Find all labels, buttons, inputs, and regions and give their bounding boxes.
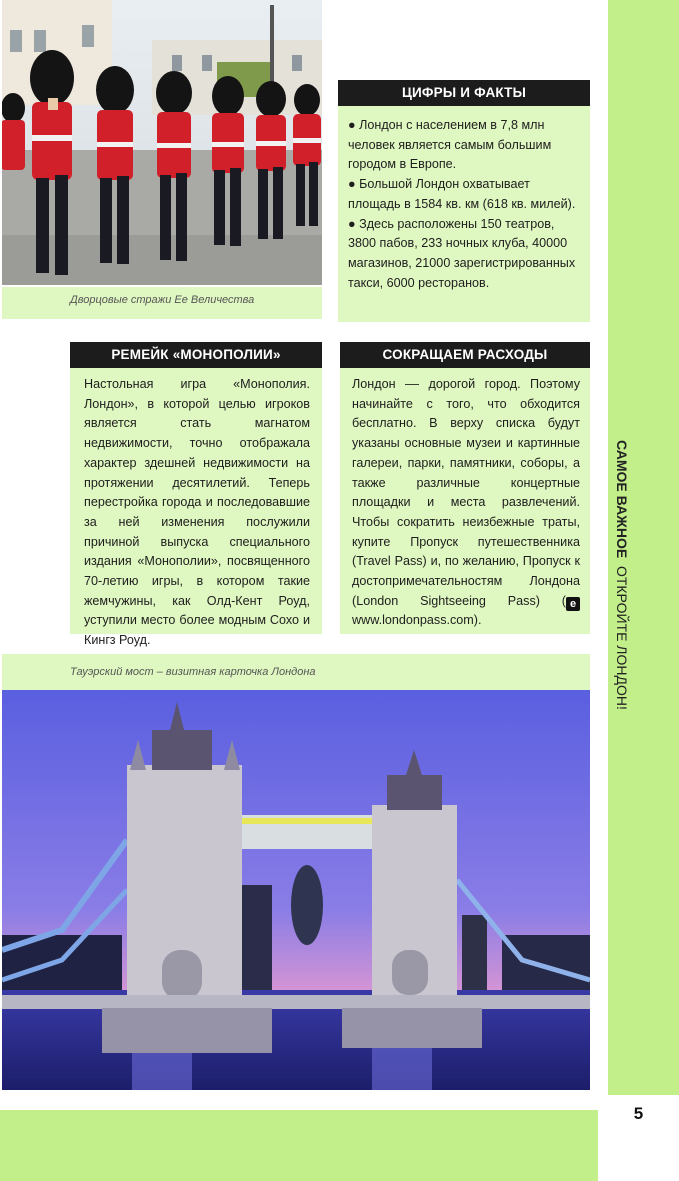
facts-title: ЦИФРЫ И ФАКТЫ <box>338 80 590 106</box>
guards-caption: Дворцовые стражи Ее Величества <box>70 294 255 306</box>
guards-photo <box>2 0 322 285</box>
guards-caption-box <box>2 287 322 319</box>
savings-box <box>340 342 590 634</box>
savings-link: www.londonpass.com). <box>352 613 482 628</box>
footer-bar <box>0 1110 598 1181</box>
facts-item: ● Здесь расположены 150 театров, 3800 пабов, 233 ночных клуба, 40000 магазинов, 21000 зарегистрированных такси, 6000 ресторанов. <box>348 216 576 290</box>
bridge-caption: Тауэрский мост – визитная карточка Лондона <box>70 666 316 678</box>
monopoly-text: Настольная игра «Монополия. Лондон», в которой целью игроков является стать магнатом недвижимости, точно отображала характер здешней недвижимости на протяжении десятилетий. Теперь перестройка города и последовавшие за ней изменения послужили причиной выпуска специального издания «Монополии», посвященного 70-летию игры, в котором такие жемчужины, как Олд-Кент Роуд, уступили место более модным Сохо и Кингз Роуд. <box>84 377 310 648</box>
monopoly-title: РЕМЕЙК «МОНОПОЛИИ» <box>70 342 322 368</box>
tower-bridge-photo <box>2 690 590 1090</box>
monopoly-box <box>70 342 322 648</box>
side-tab-regular: ОТКРОЙТЕ ЛОНДОН! <box>614 565 630 710</box>
savings-text <box>340 368 590 631</box>
savings-title: СОКРАЩАЕМ РАСХОДЫ <box>340 342 590 368</box>
facts-box <box>338 80 590 322</box>
web-icon-letter: e <box>569 597 577 610</box>
facts-item: ● Большой Лондон охватывает площадь в 1584 кв. км (618 кв. милей). <box>348 177 576 211</box>
facts-item: ● Лондон с населением в 7,8 млн человек является самым большим городом в Европе. <box>348 118 552 172</box>
facts-list <box>338 106 590 293</box>
page-number: 5 <box>633 1104 644 1123</box>
page-number-box <box>598 1098 679 1181</box>
bridge-caption-box <box>2 654 590 690</box>
web-icon <box>566 597 580 611</box>
savings-text-main: Лондон –– дорогой город. Поэтому начинайте с того, что обходится бесплатно. В верху списка будут указаны основные музеи и картинные галереи, парки, памятники, соборы, а также различные концертные площадки и места развлечений. Чтобы сократить неизбежные траты, купите Пропуск путешественника (Travel Pass) и, по желанию, Пропуск к достопримечательностям Лондона (London Sightseeing Pass) ( <box>352 377 580 608</box>
side-tab-bold: САМОЕ ВАЖНОЕ <box>614 440 630 559</box>
side-tab-label <box>614 440 630 710</box>
